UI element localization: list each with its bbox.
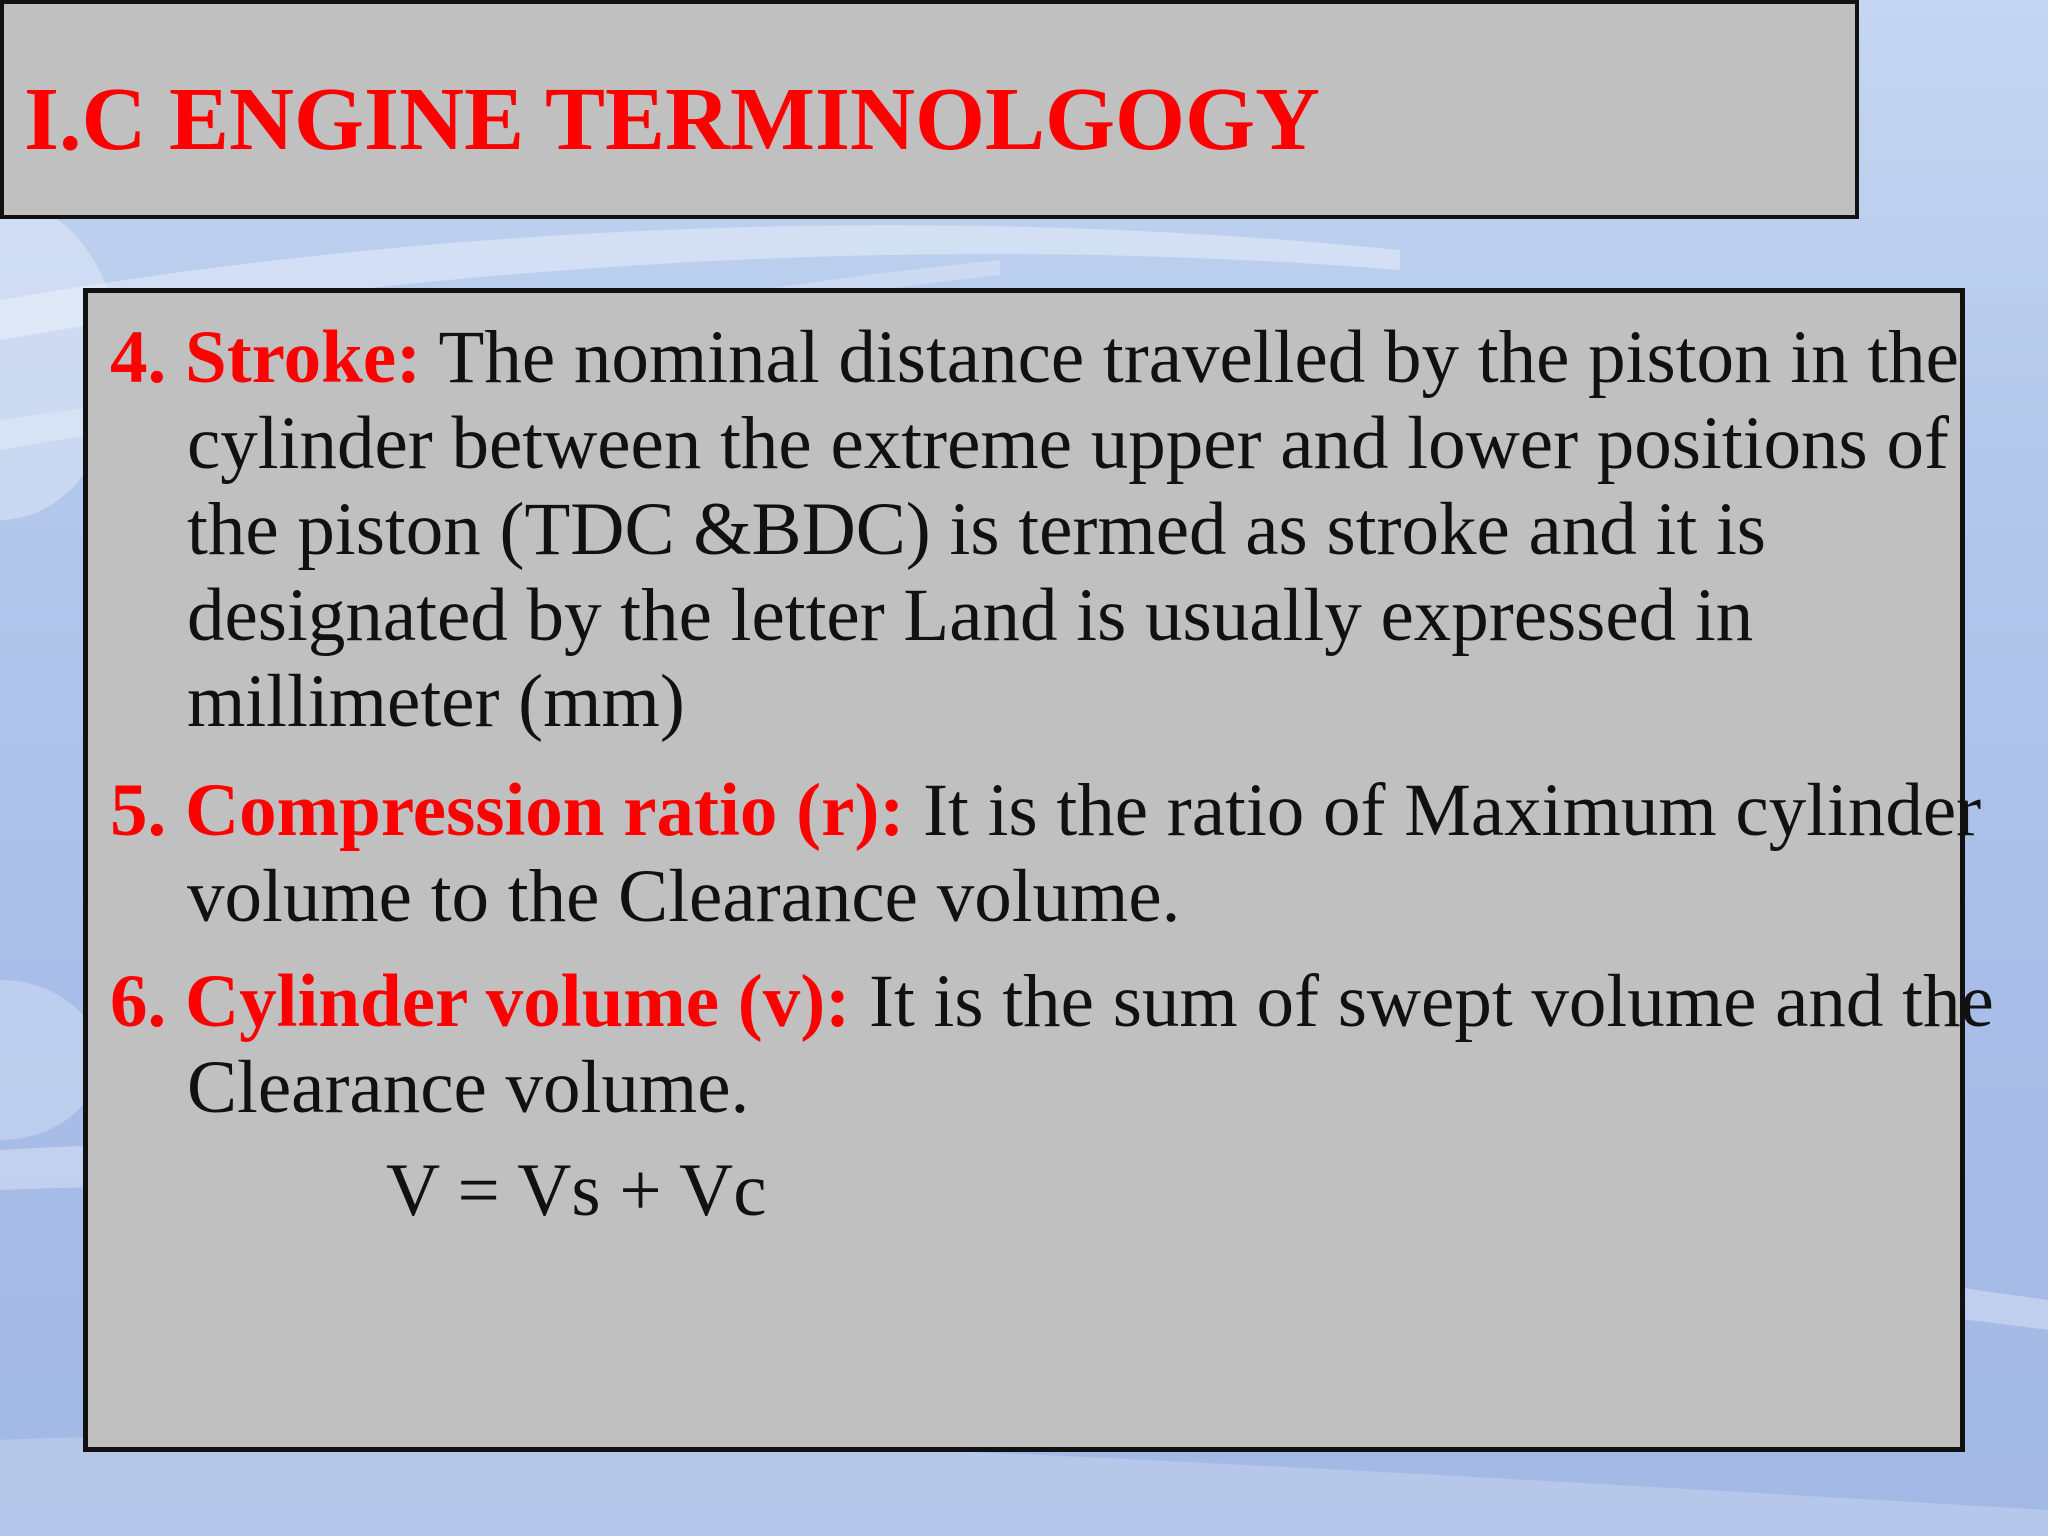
item-term: Cylinder volume (v):: [185, 960, 851, 1043]
list-item-stroke: [110, 315, 2037, 745]
formula: V = Vs + Vc: [386, 1149, 767, 1232]
item-text: It is the sum of swept volume and the Clearance volume.: [187, 960, 1994, 1129]
item-number: 6.: [110, 960, 167, 1043]
item-text: The nominal distance travelled by the piston in the cylinder between the extreme upper and lower positions of the piston (TDC &BDC) is termed as stroke and it is designated by the letter Land is usually expressed in millimeter (mm): [187, 316, 1959, 743]
title-box: [0, 0, 1859, 219]
slide-title: I.C ENGINE TERMINOLGOGY: [24, 70, 1321, 169]
item-term: Stroke:: [185, 316, 422, 399]
item-number: 4.: [110, 316, 167, 399]
item-text: It is the ratio of Maximum cylinder volume to the Clearance volume.: [187, 769, 1982, 938]
list-item-compression-ratio: [110, 768, 2037, 940]
list-item-cylinder-volume: [110, 959, 2037, 1131]
item-number: 5.: [110, 769, 167, 852]
content-box: [83, 288, 1994, 1452]
item-term: Compression ratio (r):: [185, 769, 905, 852]
